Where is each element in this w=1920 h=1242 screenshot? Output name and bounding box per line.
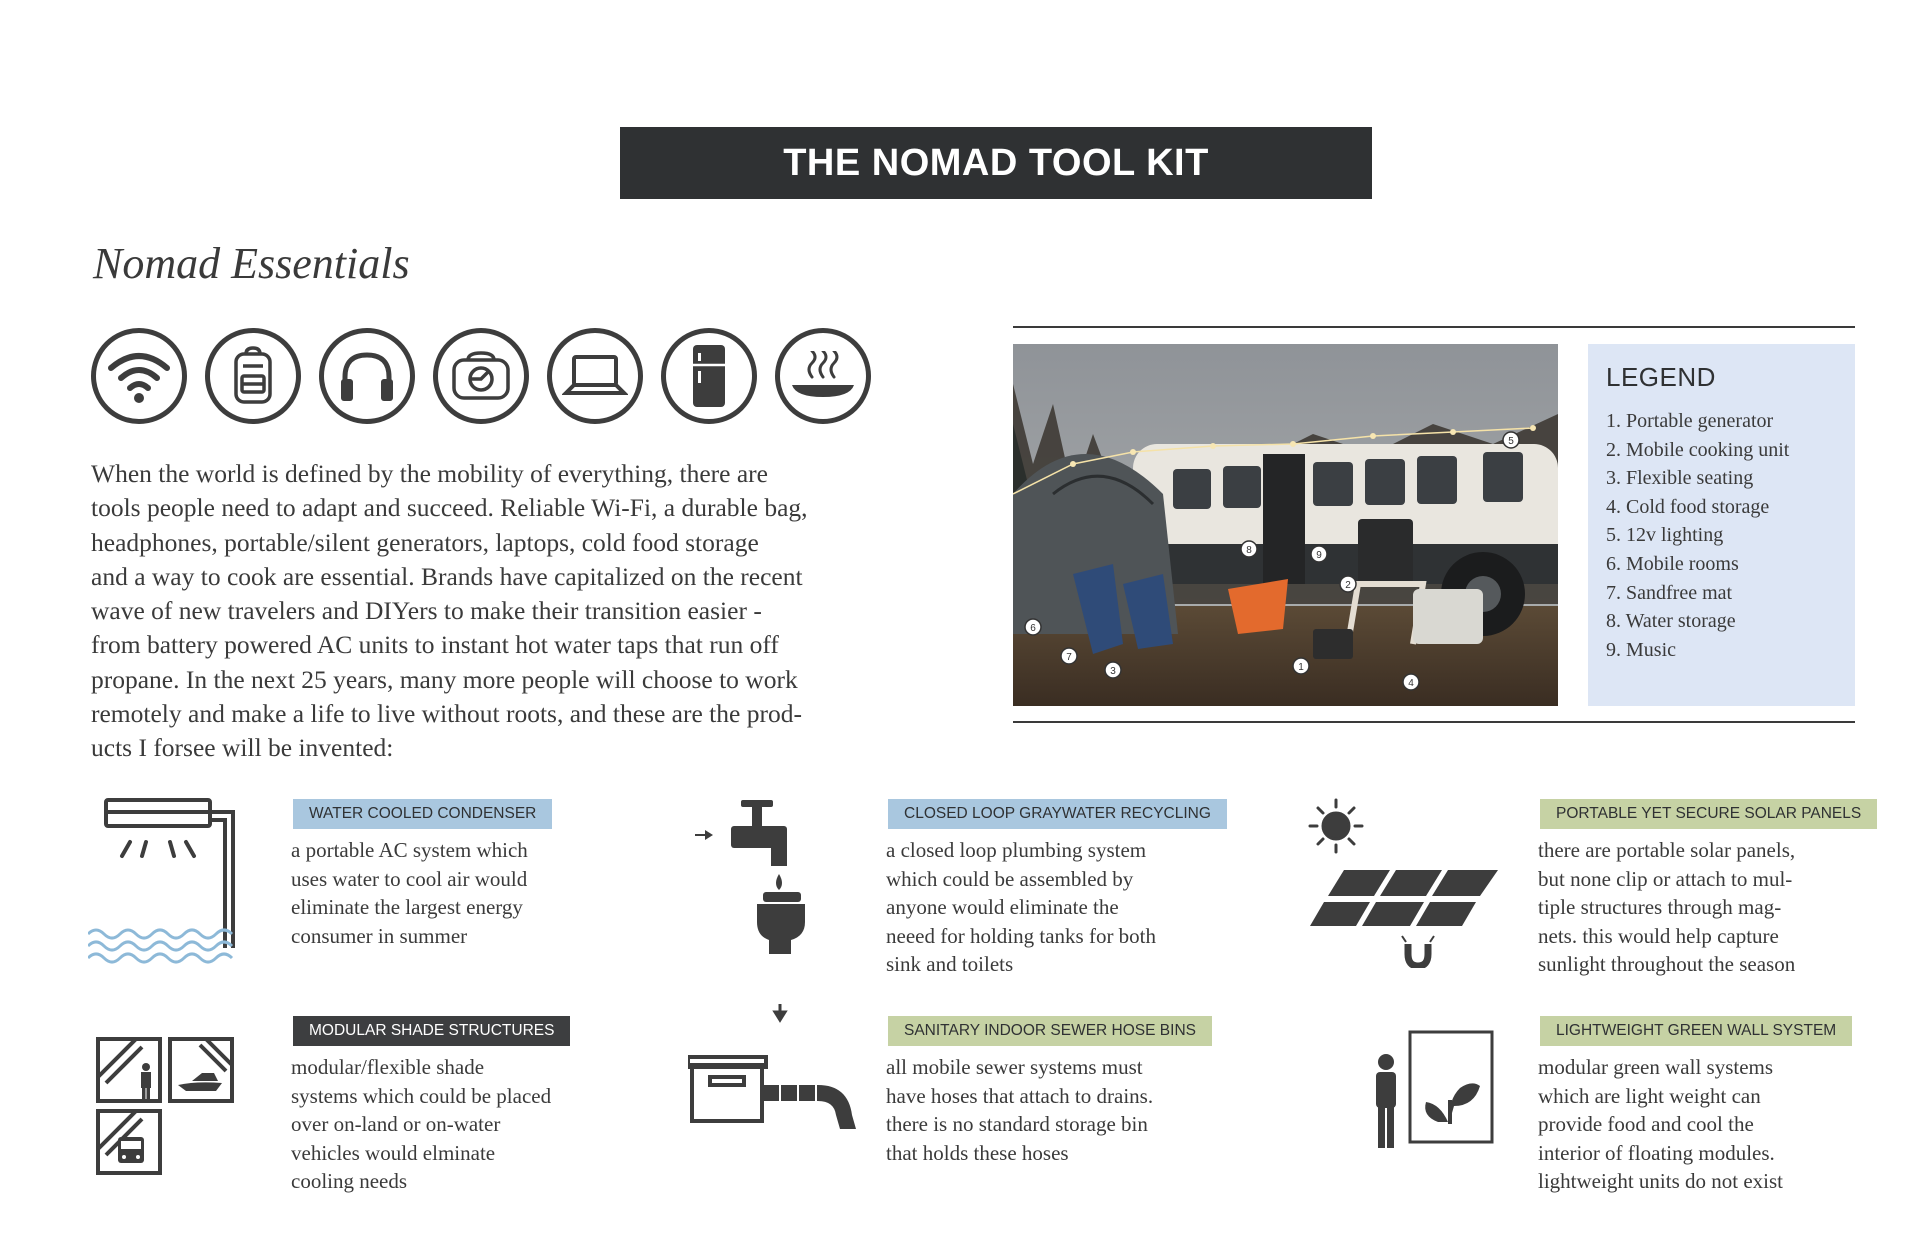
description-line: modular green wall systems — [1538, 1055, 1774, 1079]
panel-top-rule — [1013, 326, 1855, 328]
legend-item: 8. Water storage — [1606, 610, 1736, 633]
intro-line: tools people need to adapt and succeed. Reliable Wi-Fi, a durable bag, — [91, 493, 808, 523]
legend-item: 7. Sandfree mat — [1606, 581, 1733, 604]
description-line: provide food and cool the — [1538, 1112, 1754, 1137]
description-line: there is no standard storage bin — [886, 1112, 1148, 1137]
legend-item: 5. 12v lighting — [1606, 524, 1724, 547]
legend-item: 6. Mobile rooms — [1606, 552, 1739, 575]
photo-marker-5: 5 — [1508, 436, 1514, 447]
description-line: consumer in summer — [291, 923, 468, 948]
description-line: cooling needs — [291, 1169, 408, 1194]
product-tag: WATER COOLED CONDENSER — [293, 799, 552, 829]
description-line: tiple structures through mag- — [1538, 895, 1782, 920]
description-line: sink and toilets — [886, 952, 1014, 977]
legend-item: 4. Cold food storage — [1606, 495, 1770, 518]
product-description — [886, 836, 1156, 979]
generator-icon — [433, 328, 529, 424]
intro-line: from battery powered AC units to instant hot water taps that run off — [91, 630, 779, 660]
intro-line: ucts I forsee will be invented: — [91, 733, 394, 763]
intro-paragraph — [91, 457, 921, 766]
description-line: lightweight units do not exist — [1538, 1169, 1783, 1194]
product-tag: LIGHTWEIGHT GREEN WALL SYSTEM — [1540, 1016, 1852, 1046]
photo-marker-6: 6 — [1030, 623, 1036, 634]
product-tag: PORTABLE YET SECURE SOLAR PANELS — [1540, 799, 1877, 829]
product-description — [886, 1053, 1153, 1167]
product-tag: MODULAR SHADE STRUCTURES — [293, 1016, 570, 1046]
description-line: uses water to cool air would — [291, 866, 528, 891]
description-line: neeed for holding tanks for both — [886, 923, 1157, 948]
legend-panel — [1588, 344, 1855, 706]
wifi-icon — [91, 328, 187, 424]
photo-marker-2: 2 — [1345, 580, 1351, 591]
description-line: eliminate the largest energy — [291, 895, 523, 920]
description-line: have hoses that attach to drains. — [886, 1083, 1154, 1108]
description-line: anyone would eliminate the — [886, 895, 1119, 920]
photo-marker-3: 3 — [1110, 666, 1116, 677]
description-line: that holds these hoses — [886, 1140, 1069, 1165]
description-line: over on-land or on-water — [291, 1112, 501, 1137]
description-line: there are portable solar panels, — [1538, 838, 1796, 862]
photo-marker-7: 7 — [1066, 652, 1072, 663]
legend-list — [1606, 407, 1855, 664]
title-banner — [620, 127, 1372, 199]
backpack-icon — [205, 328, 301, 424]
faucet-toilet-loop-icon — [695, 796, 807, 1024]
description-line: modular/flexible shade — [291, 1055, 485, 1079]
headphones-icon — [319, 328, 415, 424]
description-line: vehicles would elminate — [291, 1140, 496, 1165]
product-description — [1538, 1053, 1783, 1196]
laptop-icon — [547, 328, 643, 424]
product-tag: SANITARY INDOOR SEWER HOSE BINS — [888, 1016, 1212, 1046]
intro-line: wave of new travelers and DIYers to make their transition easier - — [91, 596, 762, 626]
cooking-pan-icon — [775, 328, 871, 424]
photo-marker-9: 9 — [1316, 550, 1322, 561]
ac-unit-water-icon — [88, 798, 238, 970]
photo-marker-1: 1 — [1298, 662, 1304, 673]
description-line: nets. this would help capture — [1538, 923, 1779, 948]
description-line: sunlight throughout the season — [1538, 952, 1796, 977]
product-description — [1538, 836, 1795, 979]
product-description — [291, 836, 528, 950]
description-line: interior of floating modules. — [1538, 1140, 1775, 1165]
shade-structure-icon — [96, 1037, 240, 1181]
section-subtitle: Nomad Essentials — [93, 239, 410, 288]
description-line: a closed loop plumbing system — [886, 838, 1147, 862]
legend-item: 9. Music — [1606, 638, 1676, 661]
description-line: all mobile sewer systems must — [886, 1055, 1143, 1079]
legend-item: 1. Portable generator — [1606, 410, 1774, 432]
intro-line: and a way to cook are essential. Brands have capitalized on the recent — [91, 561, 803, 591]
photo-marker-8: 8 — [1246, 545, 1252, 556]
description-line: systems which could be placed — [291, 1083, 552, 1108]
sewer-hose-bin-icon — [688, 1055, 864, 1131]
legend-title: LEGEND — [1606, 362, 1716, 392]
campsite-photo — [1013, 344, 1558, 706]
refrigerator-icon — [661, 328, 757, 424]
intro-line: When the world is defined by the mobility of everything, there are — [91, 459, 768, 488]
legend-item: 2. Mobile cooking unit — [1606, 438, 1790, 461]
product-tag: CLOSED LOOP GRAYWATER RECYCLING — [888, 799, 1227, 829]
solar-panel-magnet-icon — [1306, 798, 1502, 968]
description-line: which are light weight can — [1538, 1083, 1761, 1108]
intro-line: propane. In the next 25 years, many more people will choose to work — [91, 664, 798, 694]
photo-marker-4: 4 — [1408, 678, 1414, 689]
intro-line: remotely and make a life to live without roots, and these are the prod- — [91, 699, 802, 729]
product-description — [291, 1053, 551, 1196]
description-line: which could be assembled by — [886, 866, 1134, 891]
panel-bottom-rule — [1013, 721, 1855, 723]
description-line: a portable AC system which — [291, 838, 528, 862]
page-title: THE NOMAD TOOL KIT — [783, 141, 1209, 184]
description-line: but none clip or attach to mul- — [1538, 866, 1793, 891]
legend-item: 3. Flexible seating — [1606, 467, 1754, 490]
intro-line: headphones, portable/silent generators, laptops, cold food storage — [91, 527, 759, 557]
green-wall-plant-icon — [1368, 1030, 1494, 1152]
